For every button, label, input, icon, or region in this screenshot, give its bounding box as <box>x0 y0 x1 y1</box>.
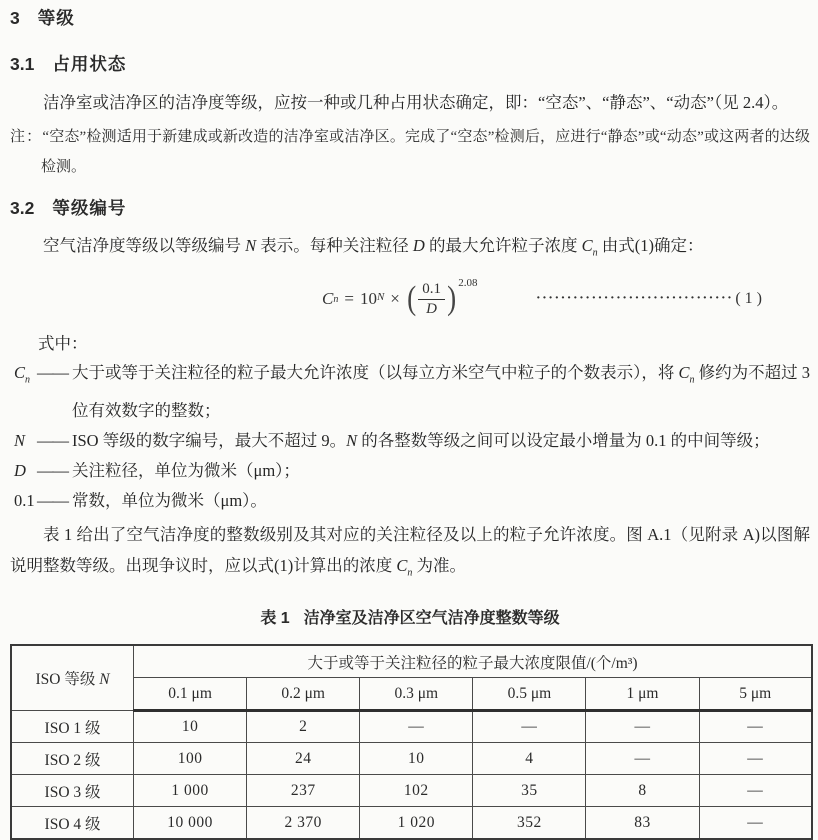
size-header: 0.3 μm <box>360 678 473 711</box>
equation-1 <box>10 274 810 324</box>
table-row <box>11 711 812 743</box>
value-cell: — <box>586 743 699 775</box>
value-cell: 35 <box>473 775 586 807</box>
variable-Cn: C <box>581 236 593 255</box>
term-symbol: 0.1 <box>14 490 35 510</box>
multiply-sign: × <box>390 289 400 309</box>
table-caption-label: 表 1 <box>260 609 290 627</box>
variable-N: N <box>245 236 257 255</box>
table-caption <box>10 605 810 628</box>
definition-n <box>10 426 810 456</box>
definition-text: 修约为不超过 3 位有效数字的整数； <box>72 363 811 420</box>
formula-lhs: C <box>322 289 334 309</box>
value-cell: 237 <box>247 775 360 807</box>
size-header: 5 μm <box>699 678 812 711</box>
text-run: 为准。 <box>412 555 467 575</box>
definition-term <box>14 486 35 516</box>
formula-base-exponent: N <box>376 291 385 304</box>
definition-text: 的各整数等级之间可以设定最小增量为 0.1 的中间等级； <box>357 430 770 450</box>
term-subscript: n <box>25 374 31 386</box>
formula-lhs-sub: n <box>333 293 339 305</box>
value-cell: 2 370 <box>247 807 360 839</box>
class-label-cell: ISO 3 级 <box>11 775 134 807</box>
class-label-cell: ISO 4 级 <box>11 807 134 839</box>
value-cell: 10 <box>134 711 247 743</box>
corner-header <box>11 645 134 711</box>
variable-Cn-sub: n <box>407 566 413 578</box>
variable-D: D <box>412 236 425 255</box>
definition-text: ISO 等级的数字编号，最大不超过 9。 <box>72 430 347 450</box>
value-cell: 8 <box>586 775 699 807</box>
value-cell: — <box>360 711 473 743</box>
definition-dash: —— <box>37 460 68 480</box>
text-run: 由式(1)确定： <box>597 236 704 255</box>
definition-dash: —— <box>37 363 68 383</box>
value-cell: — <box>699 775 812 807</box>
size-header: 1 μm <box>586 678 699 711</box>
table-row <box>11 775 812 807</box>
size-header: 0.1 μm <box>134 678 247 711</box>
value-cell: 352 <box>473 807 586 839</box>
inline-variable: N <box>346 430 358 450</box>
definition-dash: —— <box>37 490 68 510</box>
size-header: 0.2 μm <box>247 678 360 711</box>
equation-number: ( 1 ) <box>735 290 762 308</box>
definition-term <box>14 426 25 456</box>
section-number: 3 <box>10 8 20 28</box>
term-symbol: C <box>14 363 26 383</box>
corner-header-text: ISO 等级 <box>35 671 100 689</box>
table-caption-title: 洁净室及洁净区空气洁净度整数等级 <box>303 609 560 627</box>
definition-text: 关注粒径，单位为微米（μm）； <box>72 460 300 480</box>
definition-dash: —— <box>37 430 68 450</box>
section-title: 等级 <box>37 8 75 28</box>
value-cell: — <box>473 711 586 743</box>
section-number: 3.1 <box>10 54 35 74</box>
value-cell: 10 000 <box>134 807 247 839</box>
formula-exponent: 2.08 <box>458 277 478 290</box>
group-header: 大于或等于关注粒径的粒子最大浓度限值/(个/m³) <box>134 645 812 678</box>
left-paren: ( <box>407 280 417 318</box>
term-symbol: N <box>14 430 26 450</box>
definition-term <box>14 358 30 395</box>
size-header: 0.5 μm <box>473 678 586 711</box>
section-3-2-heading <box>10 196 810 220</box>
section-3-heading <box>10 6 810 30</box>
table-intro-paragraph <box>10 519 810 588</box>
note-text: “空态”检测适用于新建成或新改造的洁净室或洁净区。完成了“空态”检测后，应进行“静态”或“动态”或这两者的达级检测。 <box>41 129 810 175</box>
text-run: 表 1 给出了空气洁净度的整数级别及其对应的关注粒径及以上的粒子允许浓度。图 A.1（见附录 A)以图解说明整数等级。出现争议时，应以式(1)计算出的浓度 <box>10 524 810 575</box>
value-cell: 24 <box>247 743 360 775</box>
iso-class-table <box>10 644 813 840</box>
value-cell: 4 <box>473 743 586 775</box>
table-row <box>11 807 812 839</box>
class-number-paragraph <box>10 233 810 266</box>
leader-dots: ································ <box>535 291 734 307</box>
inline-variable-sub: n <box>689 374 695 386</box>
definition-text: 常数，单位为微米（μm）。 <box>72 490 267 510</box>
occupancy-states-paragraph: 洁净室或洁净区的洁净度等级，应按一种或几种占用状态确定，即：“空态”、“静态”、“动态”（见 2.4）。 <box>43 93 789 112</box>
value-cell: 100 <box>134 743 247 775</box>
definition-01 <box>10 486 810 516</box>
section-title: 占用状态 <box>52 54 127 74</box>
fraction-denominator: D <box>418 299 445 319</box>
text-run: 的最大允许粒子浓度 <box>424 236 582 255</box>
formula-expression <box>322 277 478 319</box>
fraction-numerator: 0.1 <box>422 280 441 297</box>
note-label: 注： <box>10 129 43 145</box>
section-3-1-heading <box>10 52 810 76</box>
corner-header-var: N <box>99 671 110 689</box>
text-run: 空气洁净度等级以等级编号 <box>43 236 246 255</box>
equals-sign: = <box>344 289 354 309</box>
formula-base: 10 <box>359 289 377 309</box>
text-run: 表示。每种关注粒径 <box>256 236 413 255</box>
value-cell: — <box>586 711 699 743</box>
note-paragraph <box>10 122 810 182</box>
value-cell: — <box>699 743 812 775</box>
inline-variable: C <box>678 363 690 383</box>
value-cell: 1 020 <box>360 807 473 839</box>
table-row <box>11 743 812 775</box>
value-cell: — <box>699 711 812 743</box>
definition-text: 大于或等于关注粒径的粒子最大允许浓度（以每立方米空气中粒子的个数表示），将 <box>72 363 679 383</box>
value-cell: — <box>699 807 812 839</box>
section-number: 3.2 <box>10 198 35 218</box>
class-label-cell: ISO 1 级 <box>11 711 134 743</box>
section-title: 等级编号 <box>52 198 127 218</box>
variable-Cn-sub: n <box>592 247 598 259</box>
value-cell: 2 <box>247 711 360 743</box>
variable-Cn: C <box>396 555 408 575</box>
definition-d <box>10 456 810 486</box>
value-cell: 1 000 <box>134 775 247 807</box>
value-cell: 102 <box>360 775 473 807</box>
value-cell: 10 <box>360 743 473 775</box>
right-paren: ) <box>447 280 457 318</box>
definition-term <box>14 456 26 486</box>
term-symbol: D <box>14 460 26 480</box>
value-cell: 83 <box>586 807 699 839</box>
fraction <box>418 280 445 319</box>
definition-cn <box>10 358 810 425</box>
class-label-cell: ISO 2 级 <box>11 743 134 775</box>
where-label: 式中： <box>38 334 88 354</box>
